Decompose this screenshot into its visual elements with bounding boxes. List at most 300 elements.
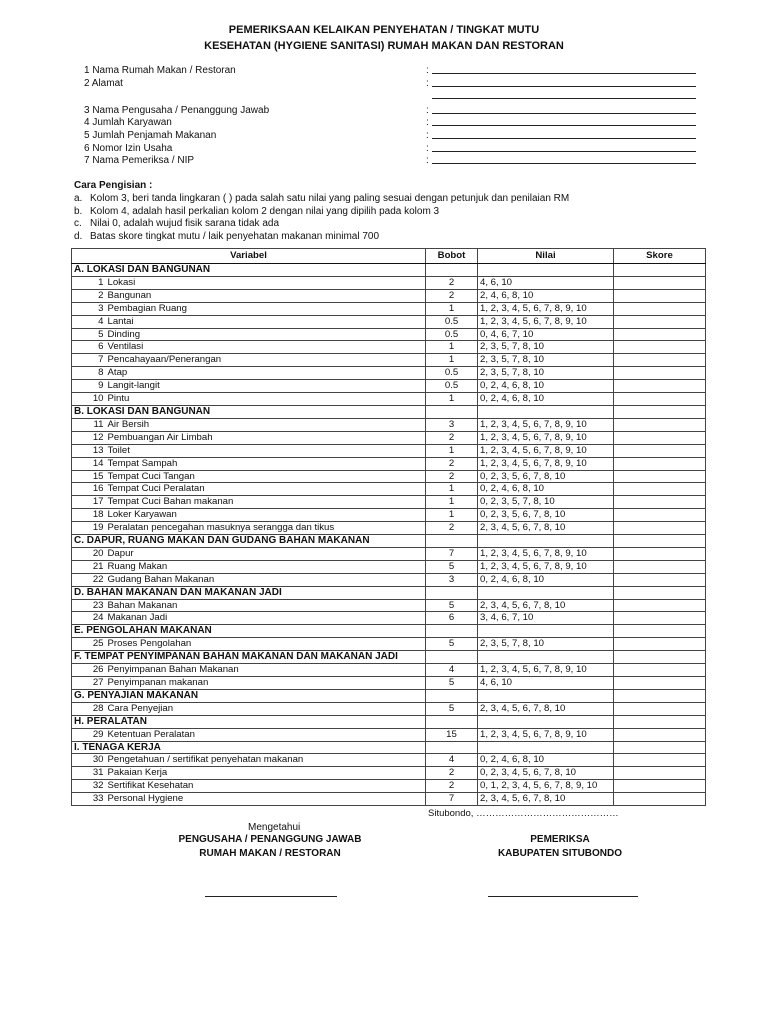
info-fill-line[interactable] bbox=[432, 98, 696, 99]
section-empty-cell bbox=[614, 405, 706, 418]
item-name: Ketentuan Peralatan bbox=[106, 728, 426, 741]
item-nilai: 2, 3, 5, 7, 8, 10 bbox=[478, 638, 614, 651]
item-name: Gudang Bahan Makanan bbox=[106, 573, 426, 586]
table-body bbox=[72, 264, 706, 806]
item-number: 33 bbox=[72, 793, 106, 806]
section-empty-cell bbox=[614, 586, 706, 599]
section-row bbox=[72, 264, 706, 277]
item-skore-cell[interactable] bbox=[614, 547, 706, 560]
section-row bbox=[72, 625, 706, 638]
item-bobot: 3 bbox=[426, 573, 478, 586]
item-number: 24 bbox=[72, 612, 106, 625]
section-title: H. PERALATAN bbox=[72, 715, 426, 728]
assessment-table bbox=[71, 248, 706, 806]
section-empty-cell bbox=[426, 689, 478, 702]
table-row bbox=[72, 380, 706, 393]
item-bobot: 1 bbox=[426, 302, 478, 315]
item-bobot: 2 bbox=[426, 767, 478, 780]
item-nilai: 1, 2, 3, 4, 5, 6, 7, 8, 9, 10 bbox=[478, 547, 614, 560]
item-nilai: 1, 2, 3, 4, 5, 6, 7, 8, 9, 10 bbox=[478, 560, 614, 573]
item-bobot: 1 bbox=[426, 509, 478, 522]
table-row bbox=[72, 328, 706, 341]
item-bobot: 6 bbox=[426, 612, 478, 625]
owner-signature-line[interactable] bbox=[205, 896, 337, 897]
item-nilai: 1, 2, 3, 4, 5, 6, 7, 8, 9, 10 bbox=[478, 664, 614, 677]
item-nilai: 4, 6, 10 bbox=[478, 677, 614, 690]
item-nilai: 1, 2, 3, 4, 5, 6, 7, 8, 9, 10 bbox=[478, 728, 614, 741]
table-row bbox=[72, 702, 706, 715]
instruction-item bbox=[74, 231, 714, 244]
item-nilai: 2, 4, 6, 8, 10 bbox=[478, 289, 614, 302]
item-nilai: 1, 2, 3, 4, 5, 6, 7, 8, 9, 10 bbox=[478, 302, 614, 315]
item-name: Bangunan bbox=[106, 289, 426, 302]
instruction-marker: b. bbox=[74, 205, 83, 217]
item-bobot: 1 bbox=[426, 483, 478, 496]
item-skore-cell[interactable] bbox=[614, 328, 706, 341]
item-name: Sertifikat Kesehatan bbox=[106, 780, 426, 793]
item-bobot: 5 bbox=[426, 638, 478, 651]
table-row bbox=[72, 754, 706, 767]
table-row bbox=[72, 289, 706, 302]
item-name: Pembuangan Air Limbah bbox=[106, 431, 426, 444]
item-number: 19 bbox=[72, 522, 106, 535]
header-bobot: Bobot bbox=[426, 249, 478, 264]
section-title: B. LOKASI DAN BANGUNAN bbox=[72, 405, 426, 418]
table-row bbox=[72, 354, 706, 367]
info-label: 3 Nama Pengusaha / Penanggung Jawab bbox=[84, 104, 270, 116]
item-number: 23 bbox=[72, 599, 106, 612]
item-skore-cell[interactable] bbox=[614, 599, 706, 612]
item-nilai: 2, 3, 5, 7, 8, 10 bbox=[478, 341, 614, 354]
info-label: 2 Alamat bbox=[84, 77, 123, 89]
item-number: 2 bbox=[72, 289, 106, 302]
section-empty-cell bbox=[478, 264, 614, 277]
item-skore-cell[interactable] bbox=[614, 276, 706, 289]
item-name: Ruang Makan bbox=[106, 560, 426, 573]
item-number: 29 bbox=[72, 728, 106, 741]
item-number: 5 bbox=[72, 328, 106, 341]
item-nilai: 2, 3, 4, 5, 6, 7, 8, 10 bbox=[478, 522, 614, 535]
item-bobot: 2 bbox=[426, 470, 478, 483]
item-skore-cell[interactable] bbox=[614, 444, 706, 457]
instruction-item bbox=[74, 218, 714, 231]
item-bobot: 2 bbox=[426, 522, 478, 535]
item-name: Peralatan pencegahan masuknya serangga dan tikus bbox=[106, 522, 426, 535]
item-number: 22 bbox=[72, 573, 106, 586]
section-empty-cell bbox=[614, 715, 706, 728]
section-row bbox=[72, 586, 706, 599]
info-fill-line[interactable] bbox=[432, 138, 696, 139]
item-skore-cell[interactable] bbox=[614, 728, 706, 741]
item-number: 31 bbox=[72, 767, 106, 780]
mengetahui-label: Mengetahui bbox=[248, 822, 301, 833]
item-number: 3 bbox=[72, 302, 106, 315]
table-row bbox=[72, 522, 706, 535]
item-skore-cell[interactable] bbox=[614, 702, 706, 715]
section-empty-cell bbox=[614, 264, 706, 277]
item-name: Atap bbox=[106, 367, 426, 380]
item-skore-cell[interactable] bbox=[614, 457, 706, 470]
item-nilai: 0, 2, 4, 6, 8, 10 bbox=[478, 393, 614, 406]
item-bobot: 2 bbox=[426, 457, 478, 470]
item-bobot: 7 bbox=[426, 547, 478, 560]
item-skore-cell[interactable] bbox=[614, 483, 706, 496]
item-number: 20 bbox=[72, 547, 106, 560]
item-bobot: 7 bbox=[426, 793, 478, 806]
item-name: Ventilasi bbox=[106, 341, 426, 354]
info-colon: : bbox=[426, 142, 429, 154]
section-empty-cell bbox=[478, 689, 614, 702]
item-name: Cara Penyejian bbox=[106, 702, 426, 715]
item-nilai: 1, 2, 3, 4, 5, 6, 7, 8, 9, 10 bbox=[478, 431, 614, 444]
item-nilai: 0, 4, 6, 7, 10 bbox=[478, 328, 614, 341]
item-nilai: 2, 3, 5, 7, 8, 10 bbox=[478, 354, 614, 367]
info-label: 4 Jumlah Karyawan bbox=[84, 117, 172, 129]
item-skore-cell[interactable] bbox=[614, 302, 706, 315]
table-row bbox=[72, 276, 706, 289]
item-number: 32 bbox=[72, 780, 106, 793]
section-row bbox=[72, 651, 706, 664]
item-name: Proses Pengolahan bbox=[106, 638, 426, 651]
item-name: Lokasi bbox=[106, 276, 426, 289]
table-row bbox=[72, 638, 706, 651]
item-name: Pengetahuan / sertifikat penyehatan makanan bbox=[106, 754, 426, 767]
section-empty-cell bbox=[614, 535, 706, 548]
item-skore-cell[interactable] bbox=[614, 289, 706, 302]
examiner-signature-block bbox=[470, 834, 650, 862]
item-bobot: 0.5 bbox=[426, 315, 478, 328]
table-row bbox=[72, 457, 706, 470]
item-number: 12 bbox=[72, 431, 106, 444]
item-name: Tempat Cuci Tangan bbox=[106, 470, 426, 483]
item-bobot: 0.5 bbox=[426, 367, 478, 380]
owner-signature-block bbox=[160, 834, 380, 862]
item-name: Langit-langit bbox=[106, 380, 426, 393]
info-row bbox=[84, 90, 704, 103]
section-empty-cell bbox=[426, 405, 478, 418]
examiner-sig-line1: PEMERIKSA bbox=[530, 834, 590, 845]
item-nilai: 0, 2, 4, 6, 8, 10 bbox=[478, 483, 614, 496]
table-row bbox=[72, 560, 706, 573]
item-skore-cell[interactable] bbox=[614, 754, 706, 767]
instruction-marker: c. bbox=[74, 218, 82, 229]
item-skore-cell[interactable] bbox=[614, 354, 706, 367]
item-name: Lantai bbox=[106, 315, 426, 328]
section-title: C. DAPUR, RUANG MAKAN DAN GUDANG BAHAN MAKANAN bbox=[72, 535, 426, 548]
section-empty-cell bbox=[478, 715, 614, 728]
section-title: F. TEMPAT PENYIMPANAN BAHAN MAKANAN DAN MAKANAN JADI bbox=[72, 651, 426, 664]
item-name: Tempat Cuci Bahan makanan bbox=[106, 496, 426, 509]
table-row bbox=[72, 677, 706, 690]
item-nilai: 0, 1, 2, 3, 4, 5, 6, 7, 8, 9, 10 bbox=[478, 780, 614, 793]
table-row bbox=[72, 302, 706, 315]
info-row bbox=[84, 143, 704, 156]
item-bobot: 5 bbox=[426, 560, 478, 573]
item-name: Makanan Jadi bbox=[106, 612, 426, 625]
item-nilai: 1, 2, 3, 4, 5, 6, 7, 8, 9, 10 bbox=[478, 418, 614, 431]
item-bobot: 2 bbox=[426, 431, 478, 444]
section-empty-cell bbox=[478, 741, 614, 754]
section-empty-cell bbox=[426, 651, 478, 664]
item-nilai: 0, 2, 4, 6, 8, 10 bbox=[478, 573, 614, 586]
item-skore-cell[interactable] bbox=[614, 380, 706, 393]
table-row bbox=[72, 573, 706, 586]
item-name: Personal Hygiene bbox=[106, 793, 426, 806]
section-title: E. PENGOLAHAN MAKANAN bbox=[72, 625, 426, 638]
item-number: 28 bbox=[72, 702, 106, 715]
item-bobot: 15 bbox=[426, 728, 478, 741]
instructions bbox=[74, 180, 714, 243]
info-colon: : bbox=[426, 65, 429, 76]
item-skore-cell[interactable] bbox=[614, 780, 706, 793]
item-number: 30 bbox=[72, 754, 106, 767]
table-row bbox=[72, 664, 706, 677]
item-number: 15 bbox=[72, 470, 106, 483]
info-colon: : bbox=[426, 117, 429, 129]
table-row bbox=[72, 599, 706, 612]
item-name: Tempat Sampah bbox=[106, 457, 426, 470]
info-fill-line[interactable] bbox=[432, 113, 696, 114]
section-title: D. BAHAN MAKANAN DAN MAKANAN JADI bbox=[72, 586, 426, 599]
form-title-line1: PEMERIKSAAN KELAIKAN PENYEHATAN / TINGKAT MUTU bbox=[228, 24, 540, 36]
item-name: Penyimpanan Bahan Makanan bbox=[106, 664, 426, 677]
item-bobot: 2 bbox=[426, 276, 478, 289]
examiner-signature-line[interactable] bbox=[488, 896, 638, 897]
item-number: 16 bbox=[72, 483, 106, 496]
item-name: Dapur bbox=[106, 547, 426, 560]
item-skore-cell[interactable] bbox=[614, 560, 706, 573]
item-bobot: 4 bbox=[426, 664, 478, 677]
item-skore-cell[interactable] bbox=[614, 767, 706, 780]
instruction-item bbox=[74, 206, 714, 219]
item-number: 11 bbox=[72, 418, 106, 431]
section-empty-cell bbox=[478, 586, 614, 599]
table-header-row bbox=[72, 249, 706, 264]
instruction-marker: a. bbox=[74, 193, 83, 204]
item-name: Penyimpanan makanan bbox=[106, 677, 426, 690]
instruction-text: Kolom 3, beri tanda lingkaran ( ) pada salah satu nilai yang paling sesuai dengan petunjuk dan penilaian RM bbox=[90, 193, 570, 204]
table-row bbox=[72, 767, 706, 780]
table-row bbox=[72, 315, 706, 328]
table-row bbox=[72, 728, 706, 741]
table-row bbox=[72, 367, 706, 380]
item-bobot: 2 bbox=[426, 780, 478, 793]
item-nilai: 2, 3, 4, 5, 6, 7, 8, 10 bbox=[478, 599, 614, 612]
item-bobot: 2 bbox=[426, 289, 478, 302]
owner-sig-line1: PENGUSAHA / PENANGGUNG JAWAB bbox=[178, 834, 362, 845]
table-row bbox=[72, 612, 706, 625]
item-bobot: 3 bbox=[426, 418, 478, 431]
section-row bbox=[72, 689, 706, 702]
item-number: 18 bbox=[72, 509, 106, 522]
item-nilai: 2, 3, 4, 5, 6, 7, 8, 10 bbox=[478, 702, 614, 715]
info-fill-line[interactable] bbox=[432, 73, 696, 74]
table-row bbox=[72, 483, 706, 496]
item-nilai: 3, 4, 6, 7, 10 bbox=[478, 612, 614, 625]
item-bobot: 4 bbox=[426, 754, 478, 767]
item-nilai: 1, 2, 3, 4, 5, 6, 7, 8, 9, 10 bbox=[478, 457, 614, 470]
item-number: 17 bbox=[72, 496, 106, 509]
instruction-item bbox=[74, 193, 714, 206]
item-number: 13 bbox=[72, 444, 106, 457]
info-row bbox=[84, 78, 704, 91]
item-skore-cell[interactable] bbox=[614, 496, 706, 509]
section-empty-cell bbox=[478, 651, 614, 664]
section-empty-cell bbox=[426, 741, 478, 754]
form-title-line2: KESEHATAN (HYGIENE SANITASI) RUMAH MAKAN DAN RESTORAN bbox=[204, 40, 564, 52]
info-colon: : bbox=[426, 129, 429, 141]
item-number: 6 bbox=[72, 341, 106, 354]
section-empty-cell bbox=[614, 651, 706, 664]
header-nilai: Nilai bbox=[478, 249, 614, 264]
item-number: 4 bbox=[72, 315, 106, 328]
item-name: Pintu bbox=[106, 393, 426, 406]
table-row bbox=[72, 780, 706, 793]
section-row bbox=[72, 535, 706, 548]
table-row bbox=[72, 341, 706, 354]
item-bobot: 1 bbox=[426, 393, 478, 406]
section-empty-cell bbox=[614, 741, 706, 754]
item-skore-cell[interactable] bbox=[614, 793, 706, 806]
item-bobot: 1 bbox=[426, 444, 478, 457]
section-empty-cell bbox=[614, 689, 706, 702]
item-nilai: 2, 3, 5, 7, 8, 10 bbox=[478, 367, 614, 380]
section-title: G. PENYAJIAN MAKANAN bbox=[72, 689, 426, 702]
item-name: Tempat Cuci Peralatan bbox=[106, 483, 426, 496]
section-title: A. LOKASI DAN BANGUNAN bbox=[72, 264, 426, 277]
item-name: Dinding bbox=[106, 328, 426, 341]
table-row bbox=[72, 509, 706, 522]
section-empty-cell bbox=[426, 535, 478, 548]
item-skore-cell[interactable] bbox=[614, 638, 706, 651]
item-number: 1 bbox=[72, 276, 106, 289]
section-row bbox=[72, 405, 706, 418]
item-nilai: 2, 3, 4, 5, 6, 7, 8, 10 bbox=[478, 793, 614, 806]
item-number: 25 bbox=[72, 638, 106, 651]
item-skore-cell[interactable] bbox=[614, 418, 706, 431]
item-skore-cell[interactable] bbox=[614, 509, 706, 522]
item-skore-cell[interactable] bbox=[614, 522, 706, 535]
item-skore-cell[interactable] bbox=[614, 664, 706, 677]
item-nilai: 0, 2, 3, 4, 5, 6, 7, 8, 10 bbox=[478, 767, 614, 780]
item-nilai: 0, 2, 3, 5, 7, 8, 10 bbox=[478, 496, 614, 509]
info-fill-line[interactable] bbox=[432, 86, 696, 87]
item-number: 26 bbox=[72, 664, 106, 677]
info-fields bbox=[84, 65, 704, 168]
item-bobot: 5 bbox=[426, 677, 478, 690]
item-name: Pembagian Ruang bbox=[106, 302, 426, 315]
item-nilai: 0, 2, 3, 5, 6, 7, 8, 10 bbox=[478, 470, 614, 483]
item-number: 8 bbox=[72, 367, 106, 380]
item-nilai: 1, 2, 3, 4, 5, 6, 7, 8, 9, 10 bbox=[478, 315, 614, 328]
item-number: 7 bbox=[72, 354, 106, 367]
section-empty-cell bbox=[478, 625, 614, 638]
item-bobot: 5 bbox=[426, 702, 478, 715]
item-bobot: 1 bbox=[426, 354, 478, 367]
section-empty-cell bbox=[478, 405, 614, 418]
section-row bbox=[72, 715, 706, 728]
item-skore-cell[interactable] bbox=[614, 431, 706, 444]
item-bobot: 1 bbox=[426, 341, 478, 354]
item-skore-cell[interactable] bbox=[614, 612, 706, 625]
instruction-text: Kolom 4, adalah hasil perkalian kolom 2 dengan nilai yang dipilih pada kolom 3 bbox=[90, 205, 440, 217]
table-row bbox=[72, 793, 706, 806]
item-name: Toilet bbox=[106, 444, 426, 457]
table-row bbox=[72, 496, 706, 509]
table-row bbox=[72, 470, 706, 483]
section-empty-cell bbox=[426, 264, 478, 277]
info-label: 6 Nomor Izin Usaha bbox=[84, 142, 173, 154]
section-empty-cell bbox=[426, 625, 478, 638]
item-name: Air Bersih bbox=[106, 418, 426, 431]
item-number: 10 bbox=[72, 393, 106, 406]
item-skore-cell[interactable] bbox=[614, 367, 706, 380]
header-variabel: Variabel bbox=[72, 249, 426, 264]
instruction-text: Batas skore tingkat mutu / laik penyehatan makanan minimal 700 bbox=[90, 230, 380, 242]
owner-sig-line2: RUMAH MAKAN / RESTORAN bbox=[199, 848, 341, 859]
item-bobot: 0.5 bbox=[426, 380, 478, 393]
info-row bbox=[84, 65, 704, 78]
item-number: 21 bbox=[72, 560, 106, 573]
item-name: Bahan Makanan bbox=[106, 599, 426, 612]
item-name: Loker Karyawan bbox=[106, 509, 426, 522]
item-number: 14 bbox=[72, 457, 106, 470]
section-title: I. TENAGA KERJA bbox=[72, 741, 426, 754]
info-fill-line[interactable] bbox=[432, 151, 696, 152]
info-row bbox=[84, 117, 704, 130]
info-fill-line[interactable] bbox=[432, 125, 696, 126]
header-skore: Skore bbox=[614, 249, 706, 264]
item-nilai: 0, 2, 4, 6, 8, 10 bbox=[478, 380, 614, 393]
table-row bbox=[72, 547, 706, 560]
item-number: 9 bbox=[72, 380, 106, 393]
item-nilai: 0, 2, 4, 6, 8, 10 bbox=[478, 754, 614, 767]
info-fill-line[interactable] bbox=[432, 163, 696, 164]
table-row bbox=[72, 393, 706, 406]
section-empty-cell bbox=[426, 586, 478, 599]
section-empty-cell bbox=[478, 535, 614, 548]
place-date: Situbondo, ……………………………………… bbox=[428, 808, 619, 819]
item-skore-cell[interactable] bbox=[614, 573, 706, 586]
info-colon: : bbox=[426, 104, 429, 116]
item-skore-cell[interactable] bbox=[614, 393, 706, 406]
item-skore-cell[interactable] bbox=[614, 470, 706, 483]
table-row bbox=[72, 431, 706, 444]
item-skore-cell[interactable] bbox=[614, 677, 706, 690]
item-name: Pakaian Kerja bbox=[106, 767, 426, 780]
instruction-text: Nilai 0, adalah wujud fisik sarana tidak ada bbox=[90, 218, 279, 229]
section-row bbox=[72, 741, 706, 754]
table-row bbox=[72, 444, 706, 457]
section-empty-cell bbox=[426, 715, 478, 728]
section-empty-cell bbox=[614, 625, 706, 638]
item-bobot: 0.5 bbox=[426, 328, 478, 341]
item-nilai: 1, 2, 3, 4, 5, 6, 7, 8, 9, 10 bbox=[478, 444, 614, 457]
item-bobot: 5 bbox=[426, 599, 478, 612]
info-row bbox=[84, 130, 704, 143]
info-label: 5 Jumlah Penjamah Makanan bbox=[84, 129, 217, 141]
item-skore-cell[interactable] bbox=[614, 315, 706, 328]
examiner-sig-line2: KABUPATEN SITUBONDO bbox=[497, 848, 623, 859]
item-skore-cell[interactable] bbox=[614, 341, 706, 354]
instructions-heading: Cara Pengisian : bbox=[74, 180, 153, 191]
item-bobot: 1 bbox=[426, 496, 478, 509]
info-label: 1 Nama Rumah Makan / Restoran bbox=[84, 65, 236, 76]
info-row bbox=[84, 155, 704, 168]
item-nilai: 4, 6, 10 bbox=[478, 276, 614, 289]
table-row bbox=[72, 418, 706, 431]
info-label: 7 Nama Pemeriksa / NIP bbox=[84, 155, 195, 167]
